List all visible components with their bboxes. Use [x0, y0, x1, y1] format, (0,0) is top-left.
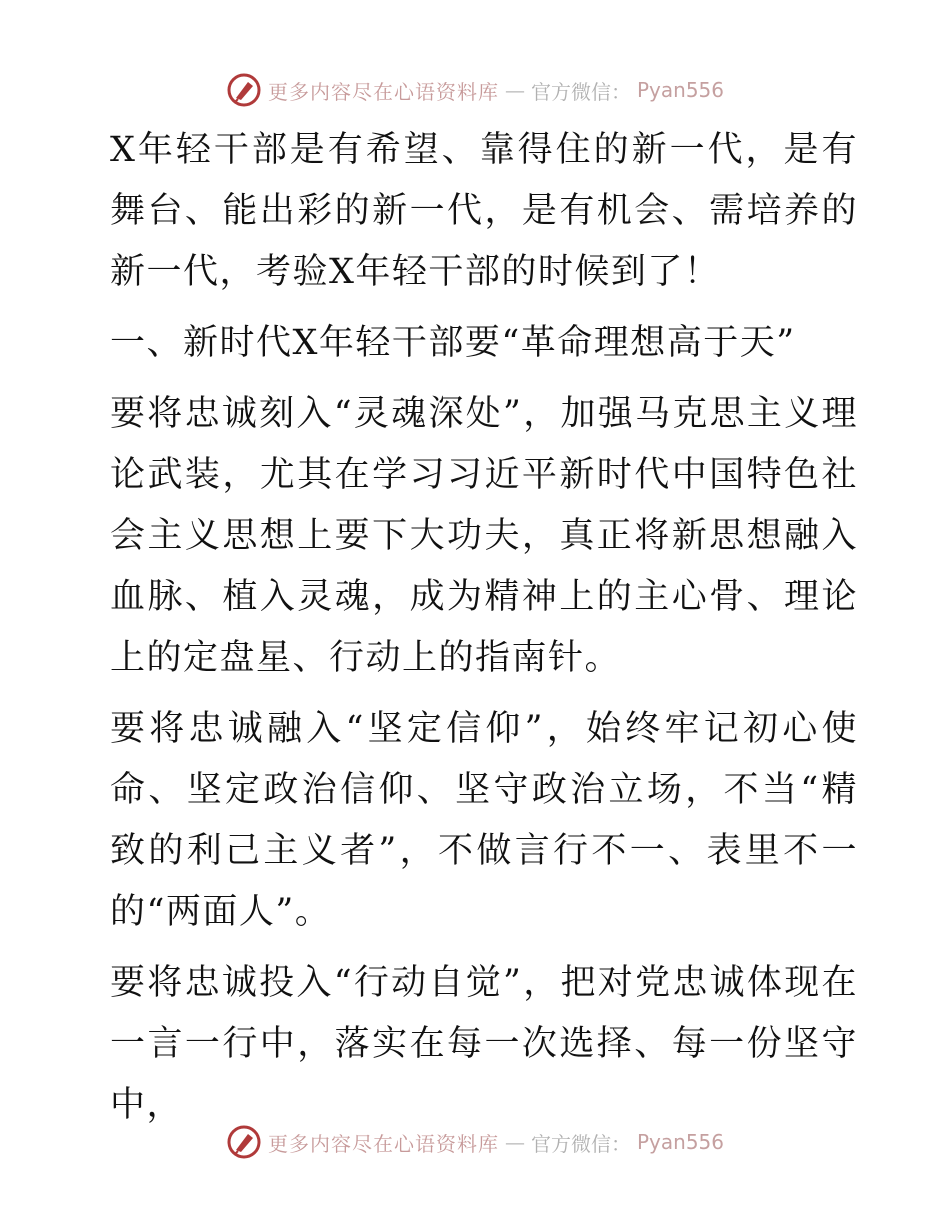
paragraph-loyalty-action: 要将忠诚投入“行动自觉”，把对党忠诚体现在一言一行中，落实在每一次选择、每一份坚守中，: [110, 963, 858, 1125]
watermark-wechat-id: Pyan556: [636, 1130, 724, 1154]
watermark-wechat-label: 官方微信：: [530, 1131, 631, 1156]
section-heading-1: 一、新时代X年轻干部要“革命理想高于天”: [110, 323, 796, 363]
watermark-separator: —: [504, 78, 525, 102]
watermark-main-text: 更多内容尽在心语资料库: [267, 1131, 499, 1156]
watermark-wechat-label: 官方微信：: [530, 79, 631, 104]
paragraph-loyalty-belief: 要将忠诚融入“坚定信仰”，始终牢记初心使命、坚定政治信仰、坚守政治立场，不当“精致的利己主义者”，不做言行不一、表里不一的“两面人”。: [110, 709, 858, 932]
header-watermark: [0, 72, 950, 108]
paragraph-loyalty-soul: 要将忠诚刻入“灵魂深处”，加强马克思主义理论武装，尤其在学习习近平新时代中国特色社会主义思想上要下大功夫，真正将新思想融入血脉、植入灵魂，成为精神上的主心骨、理论上的定盘星、行动上的指南针。: [110, 394, 858, 678]
watermark-main-text: 更多内容尽在心语资料库: [267, 79, 499, 104]
watermark-separator: —: [504, 1130, 525, 1154]
watermark-wechat-id: Pyan556: [636, 78, 724, 102]
paragraph-intro: X年轻干部是有希望、靠得住的新一代，是有舞台、能出彩的新一代，是有机会、需培养的新一代，考验X年轻干部的时候到了！: [110, 130, 858, 292]
pen-nib-logo-icon: [226, 72, 262, 108]
pen-nib-logo-icon: [226, 1124, 262, 1160]
footer-watermark: [0, 1124, 950, 1160]
document-body: [98, 120, 858, 1136]
